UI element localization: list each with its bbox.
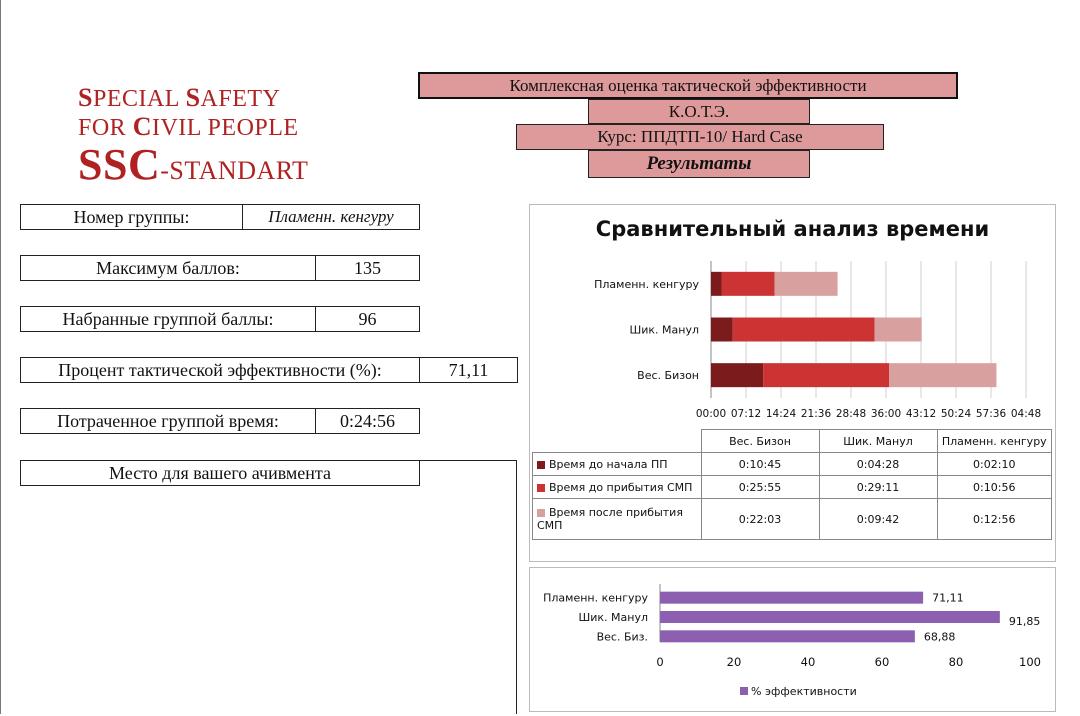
efficiency-chart-plot bbox=[530, 568, 1055, 711]
logo-line-3 bbox=[78, 142, 358, 198]
time-bar-segment bbox=[763, 363, 889, 387]
category-label: Пламенн. кенгуру bbox=[594, 277, 699, 291]
x-tick-label: 07:12 bbox=[730, 408, 762, 420]
x-tick-label: 43:12 bbox=[905, 408, 937, 420]
table-header-row bbox=[533, 430, 1052, 453]
category-label: Вес. Бизон bbox=[637, 369, 699, 383]
logo-cap: S bbox=[78, 83, 93, 112]
achievement-area-top bbox=[420, 460, 516, 461]
logo-cap: C bbox=[132, 112, 152, 141]
table-row bbox=[533, 453, 1052, 476]
time-bar-segment bbox=[711, 272, 722, 296]
achievement-label: Место для вашего ачивмента bbox=[108, 463, 331, 483]
logo bbox=[78, 84, 358, 194]
table-row bbox=[533, 499, 1052, 540]
data-label: 68,88 bbox=[923, 630, 956, 644]
time-row bbox=[20, 408, 420, 434]
table-cell: 0:09:42 bbox=[819, 499, 937, 540]
x-tick-label: 00:00 bbox=[695, 408, 727, 420]
group-score-label: Набранные группой баллы: bbox=[62, 309, 274, 329]
x-tick-label: 28:48 bbox=[835, 408, 867, 420]
x-tick-label: 60 bbox=[874, 655, 890, 669]
efficiency-row bbox=[20, 357, 518, 383]
header-title: Комплексная оценка тактической эффективности bbox=[418, 72, 958, 99]
group-row bbox=[20, 204, 420, 230]
x-tick-label: 36:00 bbox=[870, 408, 902, 420]
table-cell: 0:25:55 bbox=[701, 476, 819, 499]
table-cell: 0:22:03 bbox=[701, 499, 819, 540]
achievement-area-right bbox=[516, 460, 517, 714]
legend-swatch bbox=[740, 687, 748, 695]
x-tick-label: 04:48 bbox=[1010, 408, 1042, 420]
time-chart bbox=[529, 204, 1056, 562]
logo-text: AFETY bbox=[200, 86, 281, 112]
legend-entry bbox=[533, 499, 702, 540]
time-chart-title: Сравнительный анализ времени bbox=[595, 217, 990, 241]
logo-line-2 bbox=[78, 113, 358, 142]
logo-text: IVIL PEOPLE bbox=[151, 115, 299, 141]
legend-entry bbox=[533, 476, 702, 499]
logo-text: -STANDART bbox=[160, 156, 309, 185]
data-label: 71,11 bbox=[932, 591, 964, 605]
time-data-table bbox=[532, 429, 1052, 540]
efficiency-label: Процент тактической эффективности (%): bbox=[58, 360, 382, 380]
table-header: Пламенн. кенгуру bbox=[937, 430, 1052, 453]
page-left-border bbox=[0, 0, 1, 714]
table-header: Вес. Бизон bbox=[701, 430, 819, 453]
x-tick-label: 21:36 bbox=[800, 408, 832, 420]
logo-cap: S bbox=[185, 83, 201, 112]
x-tick-label: 100 bbox=[1019, 655, 1041, 669]
table-header: Шик. Манул bbox=[819, 430, 937, 453]
efficiency-bar bbox=[660, 611, 1000, 623]
group-score-value: 96 bbox=[315, 307, 419, 331]
header-course: Курс: ППДТП-10/ Hard Case bbox=[516, 124, 884, 150]
logo-big: SSC bbox=[78, 140, 161, 189]
time-bar-segment bbox=[889, 363, 996, 387]
logo-text: FOR bbox=[78, 115, 133, 141]
time-bar-segment bbox=[711, 318, 733, 342]
max-score-row bbox=[20, 255, 420, 281]
x-tick-label: 50:24 bbox=[940, 408, 972, 420]
legend-label: Время до прибытия СМП bbox=[549, 480, 693, 494]
logo-text: PECIAL bbox=[92, 86, 186, 112]
x-tick-label: 14:24 bbox=[765, 408, 797, 420]
header-results: Результаты bbox=[588, 150, 810, 178]
table-cell: 0:12:56 bbox=[937, 499, 1052, 540]
legend-entry bbox=[533, 453, 702, 476]
achievement-row bbox=[20, 460, 420, 486]
logo-line-1 bbox=[78, 84, 358, 113]
table-cell: 0:10:45 bbox=[701, 453, 819, 476]
efficiency-bar bbox=[660, 592, 923, 604]
table-corner bbox=[533, 430, 702, 453]
time-chart-plot bbox=[530, 205, 1055, 430]
max-score-label: Максимум баллов: bbox=[96, 258, 240, 278]
header-abbr: К.О.Т.Э. bbox=[588, 99, 810, 124]
time-value: 0:24:56 bbox=[315, 409, 419, 433]
table-row bbox=[533, 476, 1052, 499]
efficiency-bar bbox=[660, 630, 915, 642]
group-score-row bbox=[20, 306, 420, 332]
group-value: Пламенн. кенгуру bbox=[242, 205, 419, 229]
x-tick-label: 57:36 bbox=[975, 408, 1007, 420]
legend-swatch bbox=[537, 484, 545, 492]
time-bar-segment bbox=[775, 272, 838, 296]
table-cell: 0:29:11 bbox=[819, 476, 937, 499]
time-label: Потраченное группой время: bbox=[57, 411, 279, 431]
x-tick-label: 40 bbox=[800, 655, 816, 669]
time-bar-segment bbox=[733, 318, 875, 342]
category-label: Вес. Биз. bbox=[596, 630, 648, 644]
legend-label: Время после прибытия СМП bbox=[537, 506, 683, 532]
x-tick-label: 80 bbox=[948, 655, 964, 669]
legend-label: % эффективности bbox=[751, 685, 857, 698]
time-bar-segment bbox=[722, 272, 775, 296]
x-tick-label: 0 bbox=[656, 655, 664, 669]
table-cell: 0:04:28 bbox=[819, 453, 937, 476]
table-cell: 0:10:56 bbox=[937, 476, 1052, 499]
data-label: 91,85 bbox=[1008, 615, 1041, 628]
time-bar-segment bbox=[711, 363, 763, 387]
category-label: Пламенн. кенгуру bbox=[543, 591, 648, 605]
group-label: Номер группы: bbox=[73, 207, 190, 227]
max-score-value: 135 bbox=[315, 256, 419, 280]
legend-label: Время до начала ПП bbox=[549, 457, 668, 471]
table-cell: 0:02:10 bbox=[937, 453, 1052, 476]
time-bar-segment bbox=[875, 318, 922, 342]
x-tick-label: 20 bbox=[726, 655, 742, 669]
legend-swatch bbox=[537, 461, 545, 469]
efficiency-chart bbox=[529, 567, 1056, 712]
category-label: Шик. Манул bbox=[629, 323, 699, 337]
legend-swatch bbox=[537, 509, 545, 517]
efficiency-value: 71,11 bbox=[419, 358, 517, 382]
category-label: Шик. Манул bbox=[578, 611, 648, 624]
